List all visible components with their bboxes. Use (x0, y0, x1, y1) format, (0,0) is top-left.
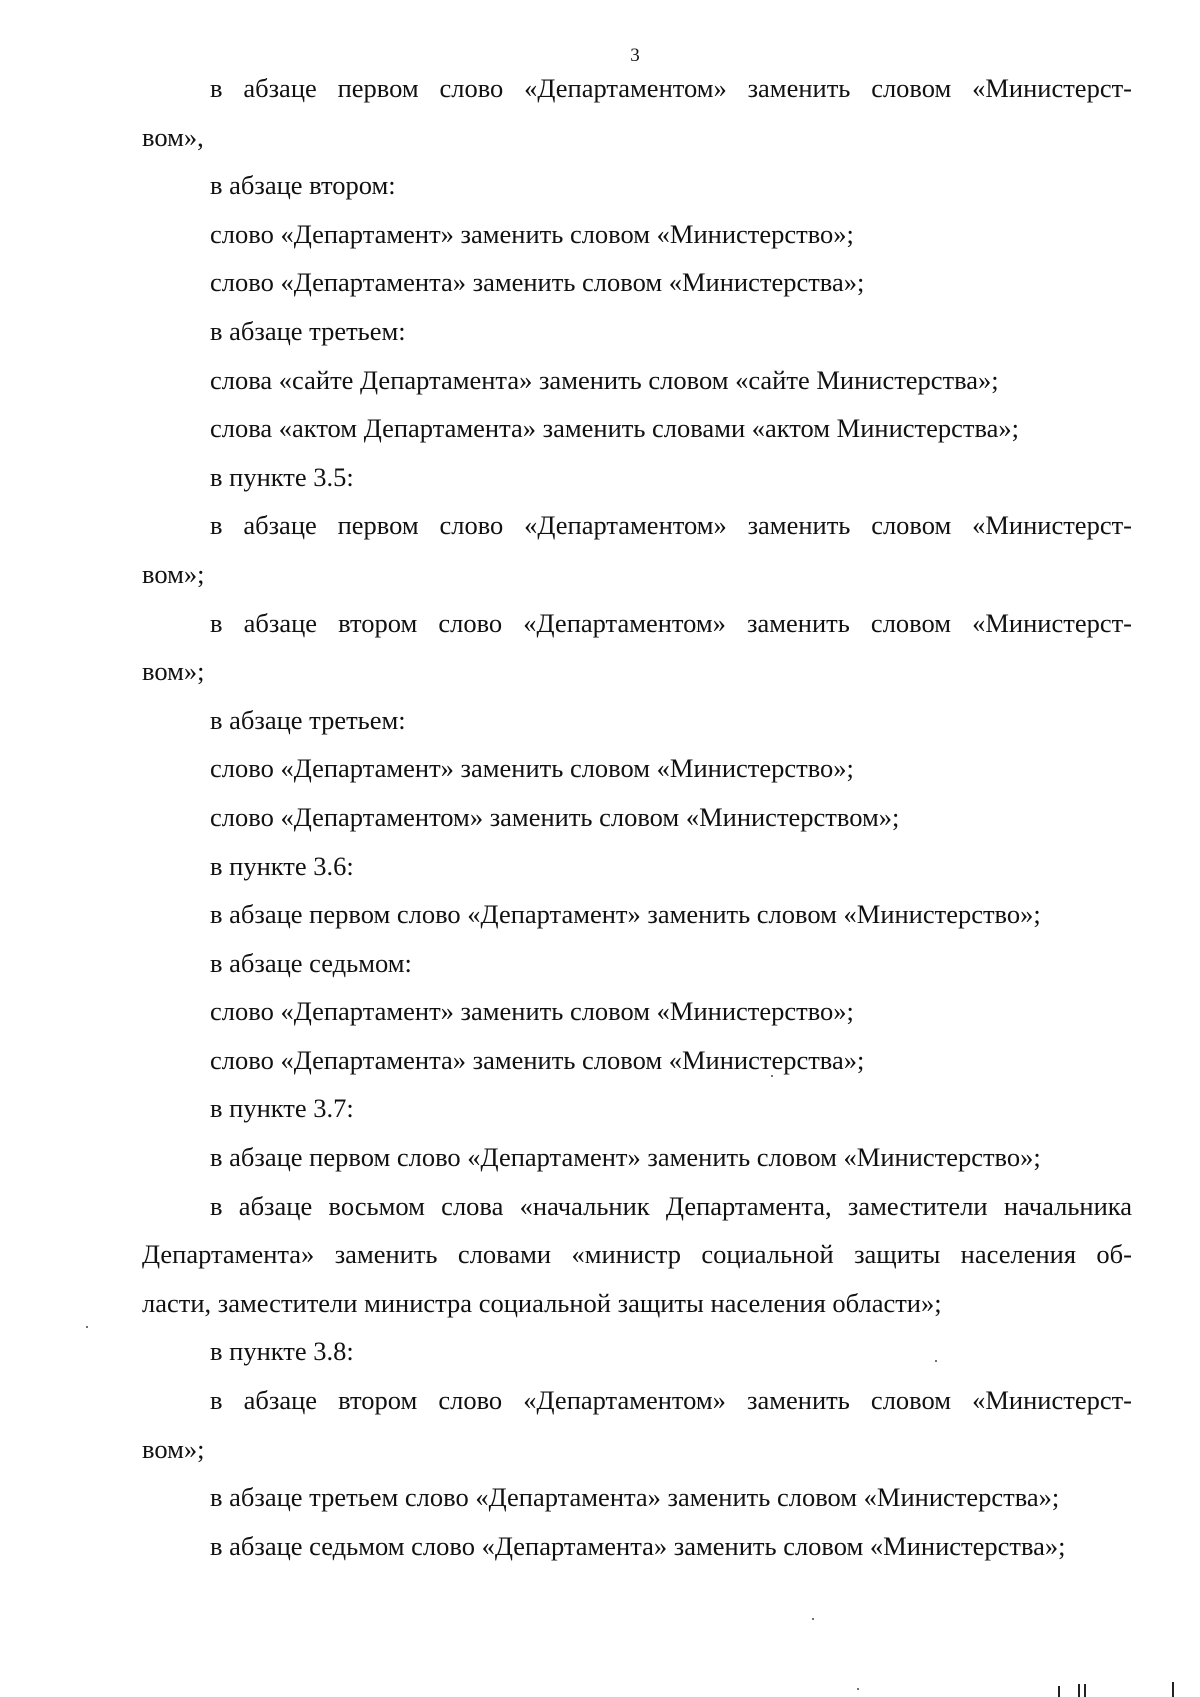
body-line: в абзаце первом слово «Департамент» заменить словом «Министерство»; (210, 899, 1041, 930)
scan-speck (771, 1075, 773, 1077)
body-line: в абзаце восьмом слова «начальник Департамента, заместители начальника (210, 1190, 1132, 1221)
body-line: в абзаце седьмом: (210, 947, 412, 978)
scan-edge-mark (1078, 1684, 1080, 1697)
body-line: ласти, заместители министра социальной защиты населения области»; (142, 1287, 942, 1318)
body-line: вом»; (142, 656, 205, 687)
body-line: слова «актом Департамента» заменить словами «актом Министерства»; (210, 413, 1020, 444)
body-line: в пункте 3.5: (210, 461, 354, 492)
body-line: слово «Департамент» заменить словом «Министерство»; (210, 218, 854, 249)
body-line: вом»; (142, 558, 205, 589)
scan-speck (935, 1360, 937, 1362)
body-line: в абзаце втором слово «Департаментом» заменить словом «Министерст- (210, 607, 1132, 638)
body-line: в пункте 3.7: (210, 1093, 354, 1124)
scan-edge-mark (1058, 1686, 1060, 1697)
body-line: слово «Департамент» заменить словом «Министерство»; (210, 753, 854, 784)
body-line: слово «Департамента» заменить словом «Министерства»; (210, 1044, 865, 1075)
body-line: вом»; (142, 1433, 205, 1464)
body-line: в абзаце первом слово «Департаментом» заменить словом «Министерст- (210, 510, 1132, 541)
body-line: в пункте 3.8: (210, 1336, 354, 1367)
body-line: слово «Департамент» заменить словом «Министерство»; (210, 996, 854, 1027)
body-line: слово «Департамента» заменить словом «Министерства»; (210, 267, 865, 298)
body-line: вом», (142, 121, 204, 152)
scan-speck (857, 1688, 859, 1690)
body-line: Департамента» заменить словами «министр социальной защиты населения об- (142, 1239, 1132, 1270)
scan-edge-mark (1084, 1684, 1086, 1697)
body-line: в абзаце втором: (210, 170, 396, 201)
body-line: в абзаце втором слово «Департаментом» заменить словом «Министерст- (210, 1385, 1132, 1416)
page-number: 3 (630, 45, 640, 66)
scan-edge-mark (1172, 1682, 1174, 1697)
body-line: в абзаце седьмом слово «Департамента» заменить словом «Министерства»; (210, 1530, 1066, 1561)
body-line: в пункте 3.6: (210, 850, 354, 881)
body-line: в абзаце первом слово «Департамент» заменить словом «Министерство»; (210, 1142, 1041, 1173)
body-line: в абзаце третьем: (210, 315, 406, 346)
body-line: слово «Департаментом» заменить словом «Министерством»; (210, 801, 900, 832)
document-body (142, 64, 1132, 1570)
body-line: в абзаце третьем слово «Департамента» заменить словом «Министерства»; (210, 1482, 1060, 1513)
body-line: в абзаце первом слово «Департаментом» заменить словом «Министерст- (210, 73, 1132, 103)
body-line: слова «сайте Департамента» заменить словом «сайте Министерства»; (210, 364, 999, 395)
scan-speck (86, 1326, 88, 1328)
body-line: в абзаце третьем: (210, 704, 406, 735)
scan-speck (812, 1618, 814, 1620)
